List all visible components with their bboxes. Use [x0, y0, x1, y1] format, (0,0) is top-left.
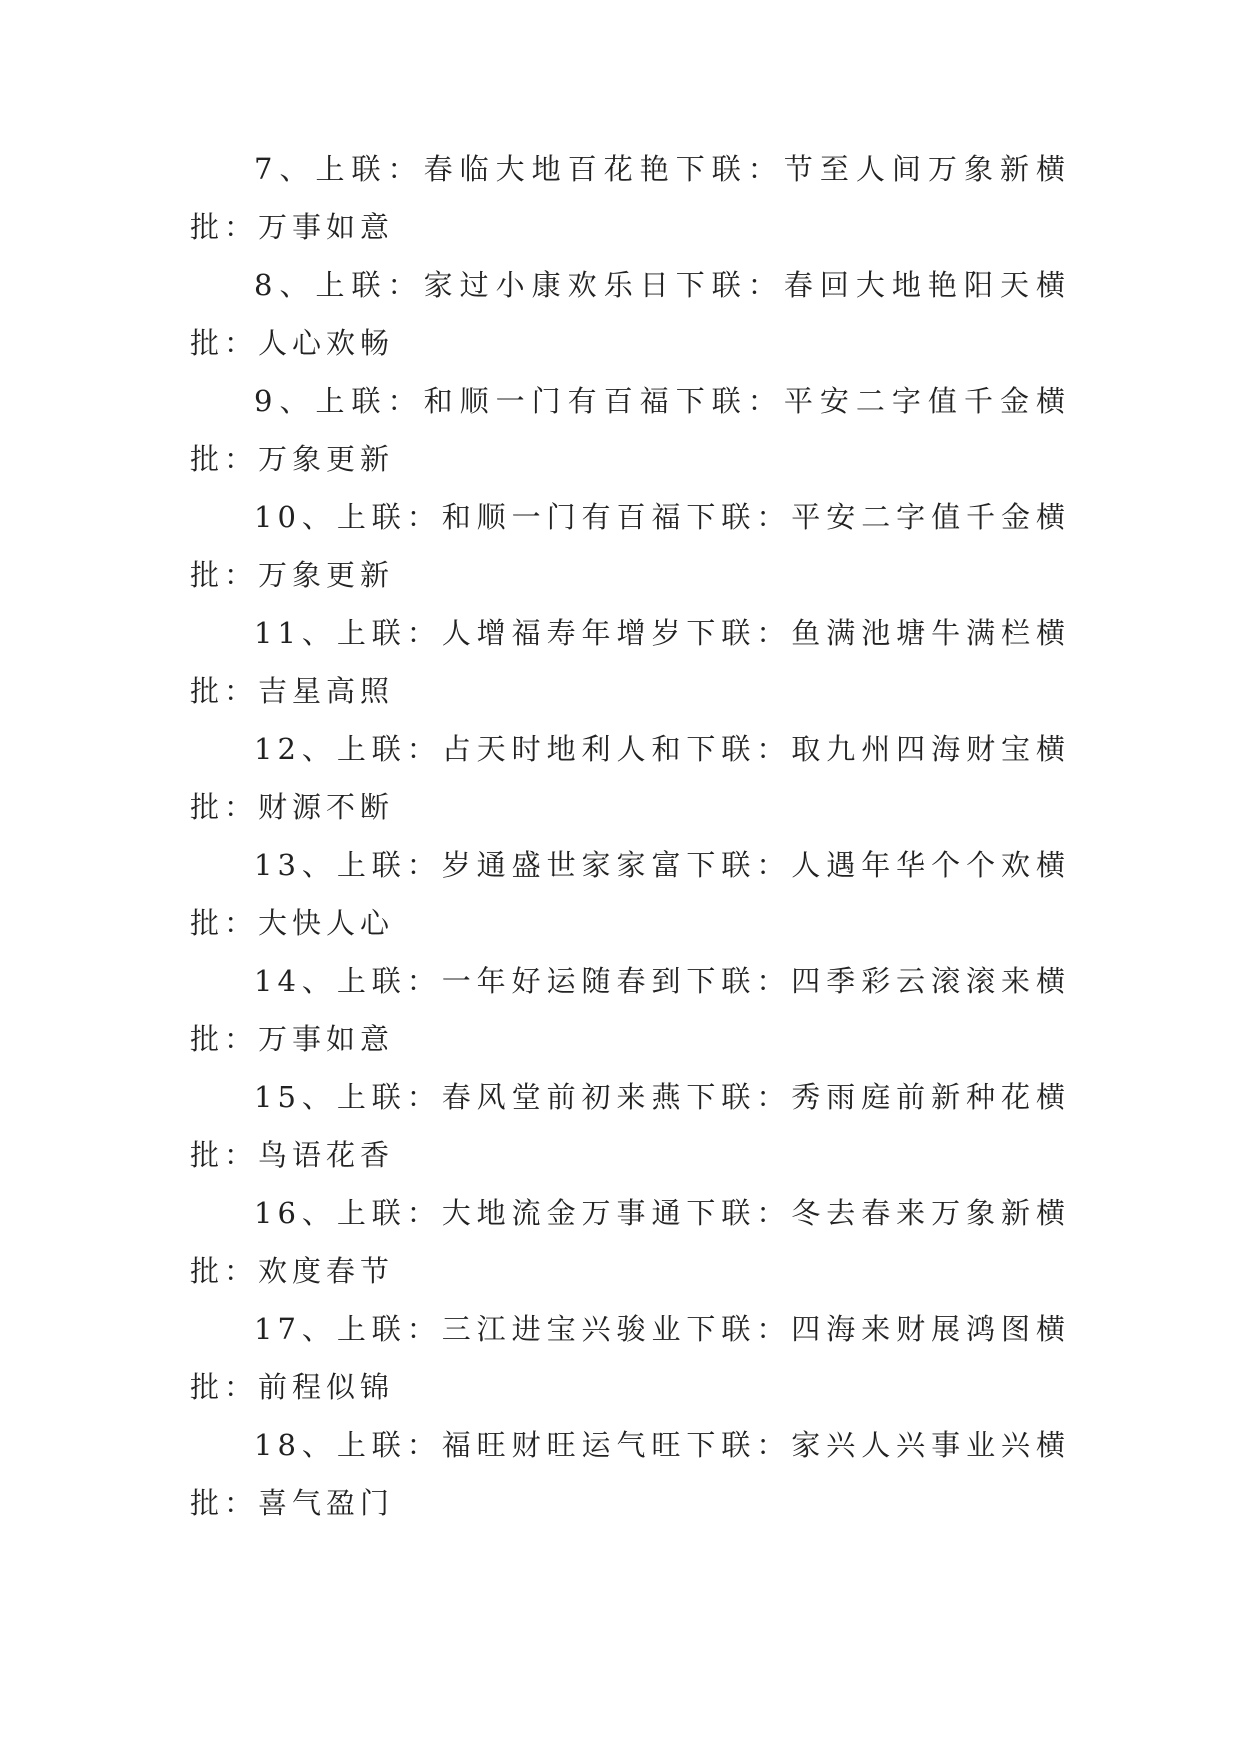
- couplet-entry-15: 15、上联：春风堂前初来燕下联：秀雨庭前新种花横批：鸟语花香: [190, 1080, 1070, 1172]
- couplet-entry-7: 7、上联：春临大地百花艳下联：节至人间万象新横批：万事如意: [190, 152, 1070, 244]
- couplet-entry-10: 10、上联：和顺一门有百福下联：平安二字值千金横批：万象更新: [190, 500, 1070, 592]
- couplet-entry-16: 16、上联：大地流金万事通下联：冬去春来万象新横批：欢度春节: [190, 1196, 1070, 1288]
- couplet-list: [190, 140, 1070, 1532]
- couplet-entry-9: 9、上联：和顺一门有百福下联：平安二字值千金横批：万象更新: [190, 384, 1070, 476]
- couplet-entry-12: 12、上联：占天时地利人和下联：取九州四海财宝横批：财源不断: [190, 732, 1070, 824]
- couplet-entry-17: 17、上联：三江进宝兴骏业下联：四海来财展鸿图横批：前程似锦: [190, 1312, 1070, 1404]
- couplet-entry-13: 13、上联：岁通盛世家家富下联：人遇年华个个欢横批：大快人心: [190, 848, 1070, 940]
- couplet-entry-11: 11、上联：人增福寿年增岁下联：鱼满池塘牛满栏横批：吉星高照: [190, 616, 1070, 708]
- couplet-entry-14: 14、上联：一年好运随春到下联：四季彩云滚滚来横批：万事如意: [190, 964, 1070, 1056]
- couplet-entry-18: 18、上联：福旺财旺运气旺下联：家兴人兴事业兴横批：喜气盈门: [190, 1428, 1070, 1520]
- couplet-entry-8: 8、上联：家过小康欢乐日下联：春回大地艳阳天横批：人心欢畅: [190, 268, 1070, 360]
